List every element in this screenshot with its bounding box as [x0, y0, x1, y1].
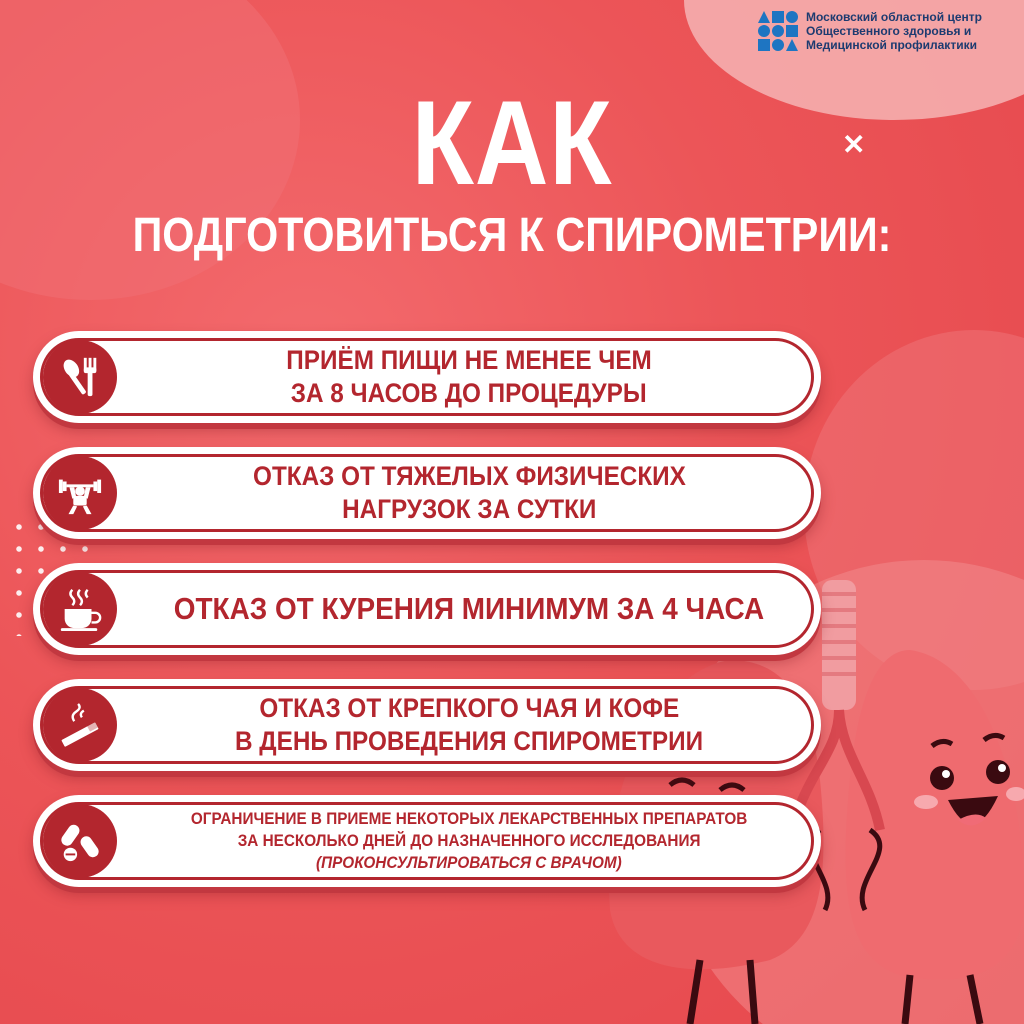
coffee-cup-icon	[43, 572, 117, 646]
item-line: ОТКАЗ ОТ КУРЕНИЯ МИНИМУМ ЗА 4 ЧАСА	[173, 591, 765, 626]
list-item	[33, 447, 821, 539]
logo-mark-icon	[758, 11, 798, 51]
cigarette-icon	[43, 688, 117, 762]
org-name-line: Медицинской профилактики	[806, 38, 977, 52]
item-text	[129, 563, 809, 655]
item-line: НАГРУЗОК ЗА СУТКИ	[341, 494, 597, 524]
item-line: В ДЕНЬ ПРОВЕДЕНИЯ СПИРОМЕТРИИ	[234, 726, 704, 756]
title-sub: ПОДГОТОВИТЬСЯ К СПИРОМЕТРИИ:	[132, 209, 892, 262]
list-item	[33, 679, 821, 771]
list-item	[33, 563, 821, 655]
item-line: ОТКАЗ ОТ ТЯЖЕЛЫХ ФИЗИЧЕСКИХ	[252, 461, 686, 491]
item-text	[129, 795, 809, 887]
title-main: КАК	[411, 76, 613, 210]
item-line: ОГРАНИЧЕНИЕ В ПРИЕМЕ НЕКОТОРЫХ ЛЕКАРСТВЕННЫХ ПРЕПАРАТОВ	[190, 809, 748, 828]
org-name-line: Общественного здоровья и	[806, 24, 972, 38]
weightlifter-icon	[43, 456, 117, 530]
close-icon: ✕	[842, 129, 866, 160]
item-text	[129, 679, 809, 771]
item-line-note: (ПРОКОНСУЛЬТИРОВАТЬСЯ С ВРАЧОМ)	[316, 853, 622, 872]
item-line: ПРИЁМ ПИЩИ НЕ МЕНЕЕ ЧЕМ	[286, 345, 652, 375]
item-text	[129, 447, 809, 539]
item-line: ЗА НЕСКОЛЬКО ДНЕЙ ДО НАЗНАЧЕННОГО ИССЛЕДОВАНИЯ	[237, 831, 701, 850]
fork-spoon-icon	[43, 340, 117, 414]
list-item	[33, 795, 821, 887]
item-line: ЗА 8 ЧАСОВ ДО ПРОЦЕДУРЫ	[291, 378, 647, 408]
org-name	[806, 10, 982, 52]
list-item	[33, 331, 821, 423]
trachea	[822, 580, 856, 710]
pills-icon	[43, 804, 117, 878]
org-name-line: Московский областной центр	[806, 10, 982, 24]
item-text	[129, 331, 809, 423]
org-logo	[758, 10, 982, 52]
item-line: ОТКАЗ ОТ КРЕПКОГО ЧАЯ И КОФЕ	[259, 693, 679, 723]
